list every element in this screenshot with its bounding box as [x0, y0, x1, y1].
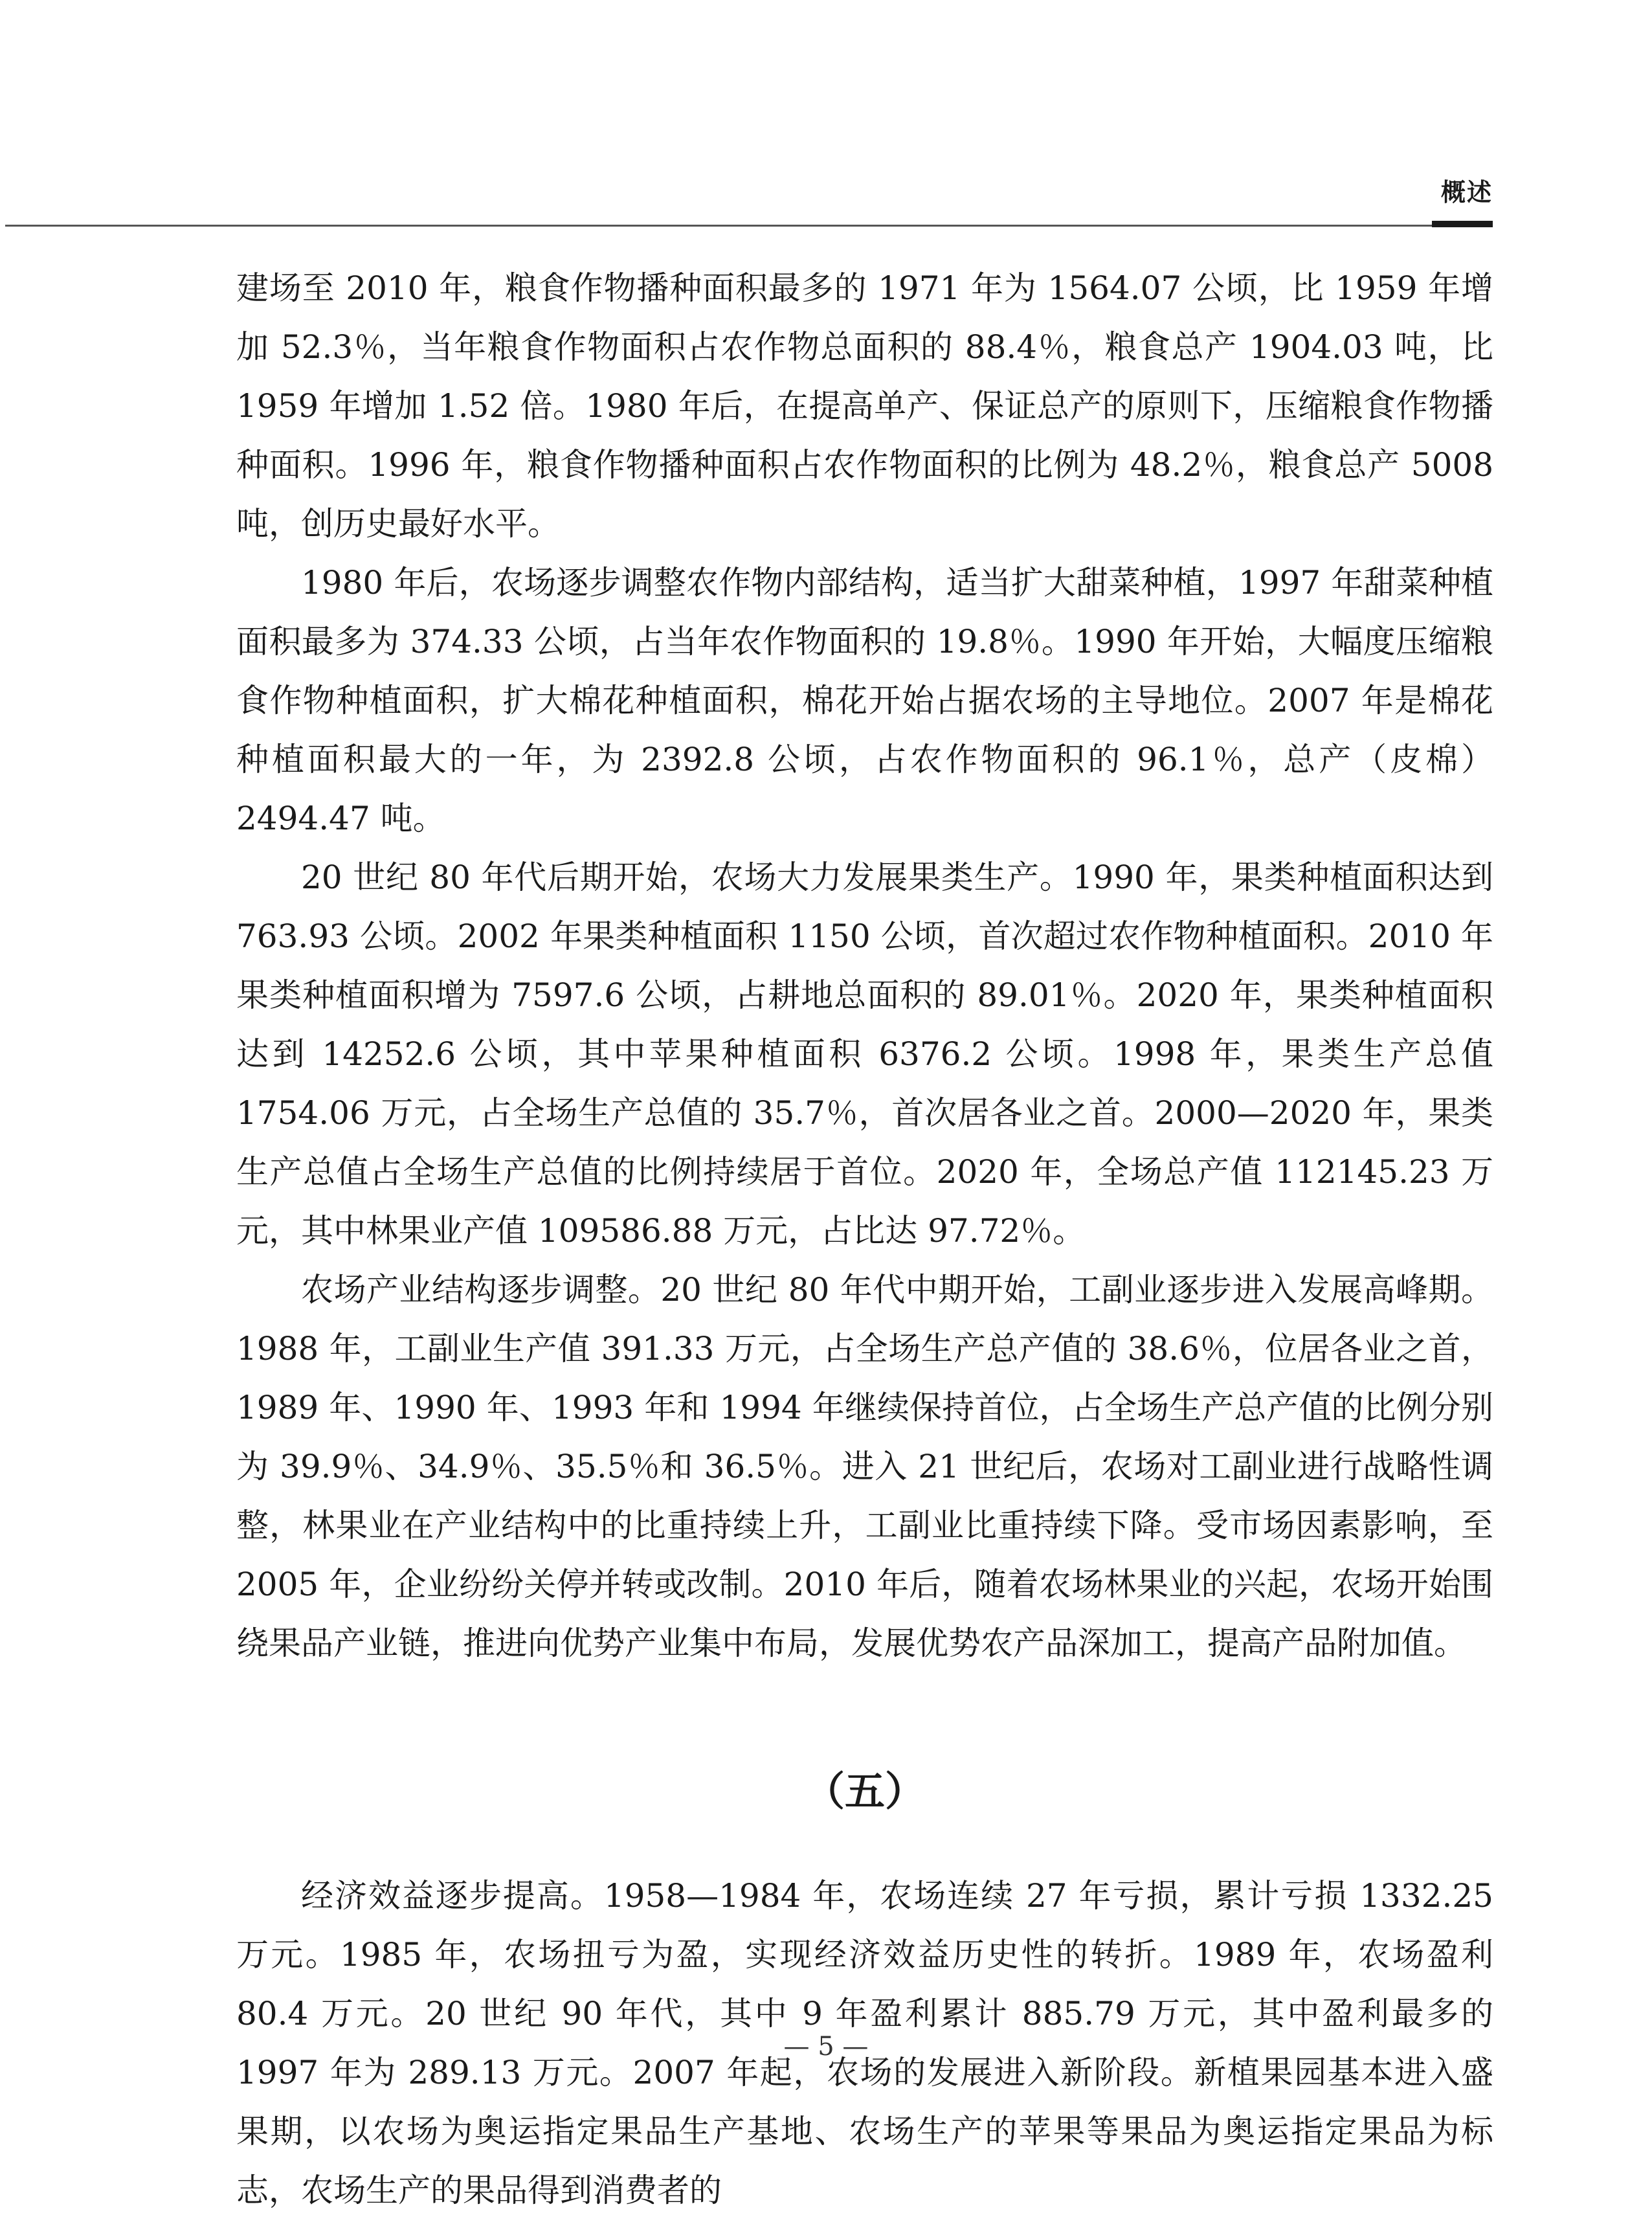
- paragraph-crop-structure: 1980 年后，农场逐步调整农作物内部结构，适当扩大甜菜种植，1997 年甜菜种植面积最多为 374.33 公顷，占当年农作物面积的 19.8％。1990 年开始，大幅度压缩粮食作物种植面积，扩大棉花种植面积，棉花开始占据农场的主导地位。2007 年是棉花种植面积最大的一年，为 2392.8 公顷，占农作物面积的 96.1％，总产（皮棉）2494.47 吨。: [236, 564, 1493, 837]
- section-heading: （五）: [804, 1768, 925, 1815]
- paragraph-fruit-production: 20 世纪 80 年代后期开始，农场大力发展果类生产。1990 年，果类种植面积达到 763.93 公顷。2002 年果类种植面积 1150 公顷，首次超过农作物种植面积。2010 年果类种植面积增为 7597.6 公顷，占耕地总面积的 89.01％。2020 年，果类种植面积达到 14252.6 公顷，其中苹果种植面积 6376.2 公顷。1998 年，果类生产总值 1754.06 万元，占全场生产总值的 35.7％，首次居各业之首。2000—2020 年，果类生产总值占全场生产总值的比例持续居于首位。2020 年，全场总产值 112145.23 万元，其中林果业产值 109586.88 万元，占比达 97.72％。: [236, 859, 1493, 1250]
- page-number: — 5 —: [783, 2032, 869, 2062]
- running-section-title: 概述: [1441, 178, 1493, 207]
- paragraph-industry-structure: 农场产业结构逐步调整。20 世纪 80 年代中期开始，工副业逐步进入发展高峰期。1988 年，工副业生产值 391.33 万元，占全场生产总产值的 38.6％，位居各业之首，1989 年、1990 年、1993 年和 1994 年继续保持首位，占全场生产总产值的比例分别为 39.9％、34.9％、35.5％和 36.5％。进入 21 世纪后，农场对工副业进行战略性调整，林果业在产业结构中的比重持续上升，工副业比重持续下降。受市场因素影响，至 2005 年，企业纷纷关停并转或改制。2010 年后，随着农场林果业的兴起，农场开始围绕果品产业链，推进向优势产业集中布局，发展优势农产品深加工，提高产品附加值。: [236, 1271, 1493, 1662]
- header-rule: [5, 225, 1493, 227]
- paragraph-grain-area: 建场至 2010 年，粮食作物播种面积最多的 1971 年为 1564.07 公顷，比 1959 年增加 52.3％，当年粮食作物面积占农作物总面积的 88.4％，粮食总产 1904.03 吨，比 1959 年增加 1.52 倍。1980 年后，在提高单产、保证总产的原则下，压缩粮食作物播种面积。1996 年，粮食作物播种面积占农作物面积的比例为 48.2％，粮食总产 5008 吨，创历史最好水平。: [236, 269, 1493, 543]
- paragraph-economic-benefit: 经济效益逐步提高。1958—1984 年，农场连续 27 年亏损，累计亏损 1332.25 万元。1985 年，农场扭亏为盈，实现经济效益历史性的转折。1989 年，农场盈利 80.4 万元。20 世纪 90 年代，其中 9 年盈利累计 885.79 万元，其中盈利最多的 1997 年为 289.13 万元。2007 年起，农场的发展进入新阶段。新植果园基本进入盛果期，以农场为奥运指定果品生产基地、农场生产的苹果等果品为奥运指定果品为标志，农场生产的果品得到消费者的: [236, 1877, 1493, 2209]
- body-text: [236, 259, 1493, 2220]
- header-tab-marker: [1432, 221, 1493, 227]
